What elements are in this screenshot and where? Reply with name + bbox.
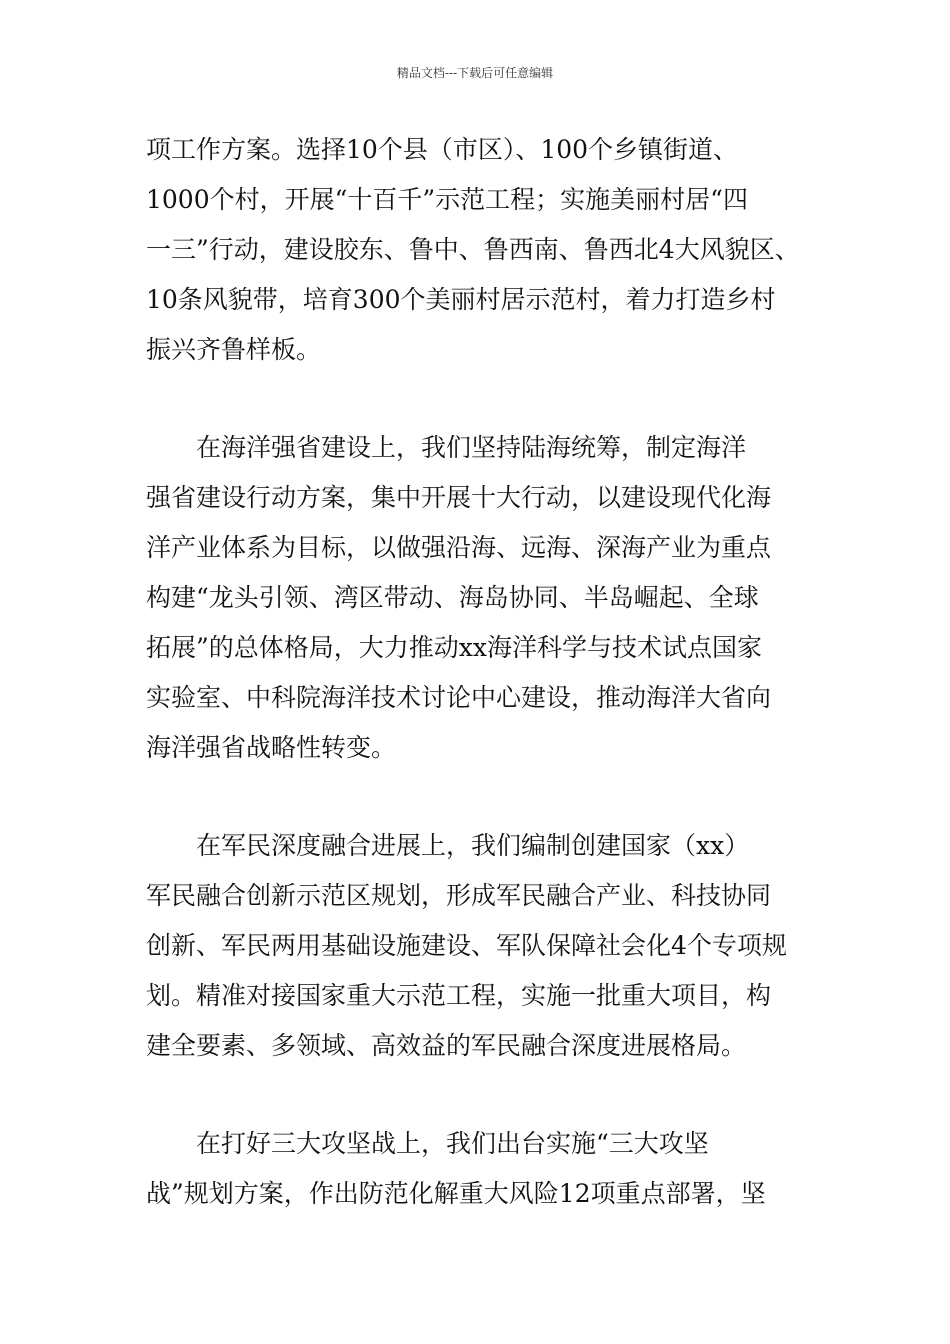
paragraph-4-line-2: 战”规划方案，作出防范化解重大风险12项重点部署，坚 — [146, 1179, 766, 1208]
paragraph-2-line-7: 海洋强省战略性转变。 — [146, 733, 397, 762]
paragraph-1-line-3: 一三”行动，建设胶东、鲁中、鲁西南、鲁西北4大风貌区、 — [146, 235, 800, 264]
paragraph-2-line-3: 洋产业体系为目标，以做强沿海、远海、深海产业为重点 — [146, 533, 772, 562]
paragraph-2-line-6: 实验室、中科院海洋技术讨论中心建设，推动海洋大省向 — [146, 683, 772, 712]
paragraph-3-line-1: 在军民深度融合进展上，我们编制创建国家（xx） — [146, 831, 750, 860]
paragraph-2-line-5: 拓展”的总体格局，大力推动xx海洋科学与技术试点国家 — [146, 633, 762, 662]
paragraph-4-line-1: 在打好三大攻坚战上，我们出台实施“三大攻坚 — [146, 1129, 709, 1158]
paragraph-2-line-1: 在海洋强省建设上，我们坚持陆海统筹，制定海洋 — [146, 433, 747, 462]
paragraph-1-line-1: 项工作方案。选择10个县（市区）、100个乡镇街道、 — [146, 135, 739, 164]
paragraph-3-line-4: 划。精准对接国家重大示范工程，实施一批重大项目，构 — [146, 981, 772, 1010]
paragraph-1-line-4: 10条风貌带，培育300个美丽村居示范村，着力打造乡村 — [146, 285, 776, 314]
paragraph-3-line-5: 建全要素、多领域、高效益的军民融合深度进展格局。 — [146, 1031, 747, 1060]
paragraph-2-line-2: 强省建设行动方案，集中开展十大行动，以建设现代化海 — [146, 483, 772, 512]
paragraph-2-line-4: 构建“龙头引领、湾区带动、海岛协同、半岛崛起、全球 — [146, 583, 759, 612]
page-header: 精品文档---下载后可任意编辑 — [396, 66, 554, 80]
paragraph-3-line-3: 创新、军民两用基础设施建设、军队保障社会化4个专项规 — [146, 931, 787, 960]
paragraph-3-line-2: 军民融合创新示范区规划，形成军民融合产业、科技协同 — [146, 881, 772, 910]
paragraph-1-line-2: 1000个村，开展“十百千”示范工程；实施美丽村居“四 — [146, 185, 748, 214]
paragraph-1-line-5: 振兴齐鲁样板。 — [146, 335, 322, 364]
